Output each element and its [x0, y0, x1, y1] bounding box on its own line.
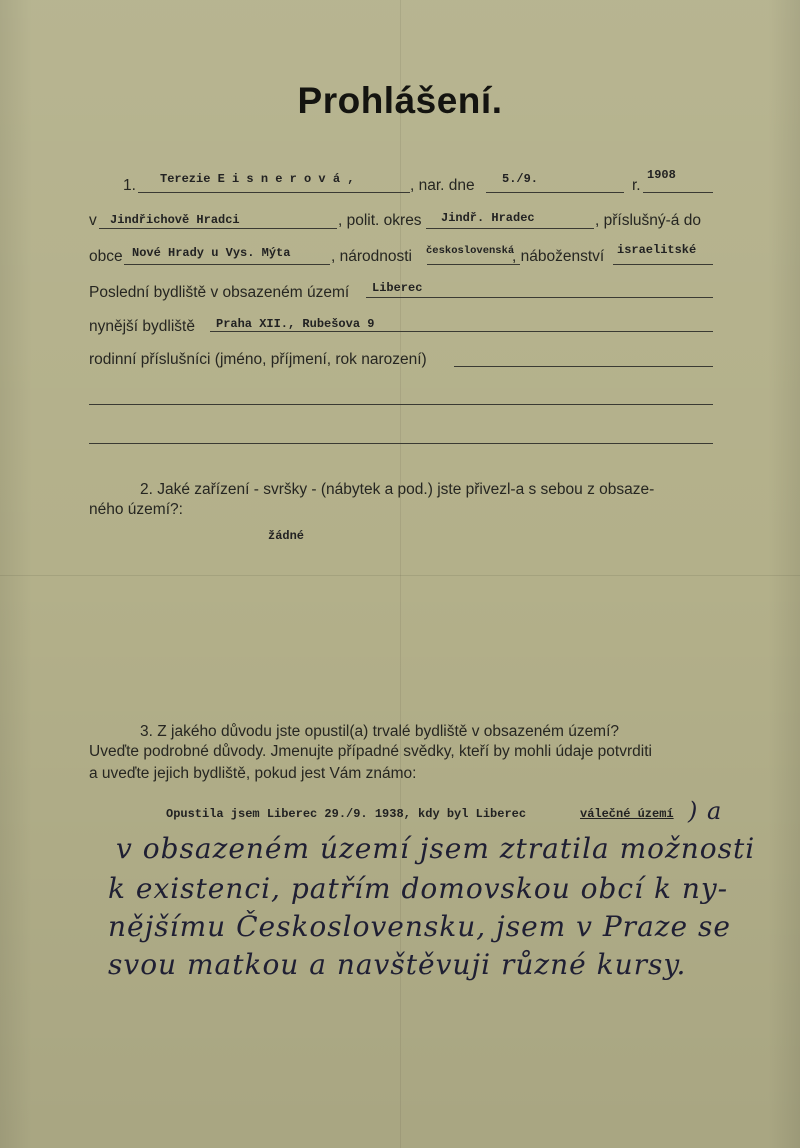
family-members-line-1	[454, 366, 713, 367]
handwritten-line-1: v obsazeném území jsem ztratila možnosti	[116, 832, 756, 865]
last-residence-line	[366, 297, 713, 298]
birth-date-line	[486, 192, 624, 193]
current-residence-value: Praha XII., Rubešova 9	[216, 317, 375, 331]
current-residence-label: nynější bydliště	[89, 318, 195, 335]
family-members-line-3	[89, 443, 713, 444]
nationality-value: československá	[426, 245, 515, 257]
nar-dne-label: , nar. dne	[410, 177, 475, 194]
item-number-1: 1.	[123, 177, 136, 194]
nationality-line	[427, 264, 520, 265]
obce-label: obce	[89, 248, 123, 265]
prislusny-label: , příslušný-á do	[595, 212, 701, 229]
section3-typed-answer: Opustila jsem Liberec 29./9. 1938, kdy byl Liberec	[166, 807, 527, 821]
last-residence-label: Poslední bydliště v obsazeném území	[89, 284, 350, 301]
religion-line	[613, 264, 713, 265]
section3-question-line3: a uveďte jejich bydliště, pokud jest Vám známo:	[89, 765, 417, 782]
v-label: v	[89, 212, 97, 229]
section2-answer: žádné	[268, 529, 305, 543]
fold-crease-horizontal	[0, 575, 800, 576]
section2-question-line1: 2. Jaké zařízení - svršky - (nábytek a pod.) jste přivezl-a s sebou z obsaze-	[140, 481, 655, 498]
birth-year-value: 1908	[647, 168, 676, 182]
handwritten-line-2: k existenci, patřím domovskou obcí k ny-	[108, 872, 729, 905]
municipality-line	[124, 264, 330, 265]
birth-place-value: Jindřichově Hradci	[110, 213, 240, 227]
handwritten-inline: ) a	[688, 797, 723, 825]
nabozenstvi-label: , náboženství	[512, 248, 605, 265]
name-line	[138, 192, 410, 193]
section3-question-line2: Uveďte podrobné důvody. Jmenujte případné svědky, kteří by mohli údaje potvrditi	[89, 743, 652, 760]
section2-question-line2: ného území?:	[89, 501, 183, 518]
narodnosti-label: , národnosti	[331, 248, 412, 265]
handwritten-line-3: nějšímu Československu, jsem v Praze se	[108, 910, 731, 943]
section3-typed-underlined: válečné území	[580, 807, 674, 821]
district-value: Jindř. Hradec	[441, 211, 535, 225]
section3-question-line1: 3. Z jakého důvodu jste opustil(a) trvalé bydliště v obsazeném území?	[140, 723, 620, 740]
polit-okres-label: , polit. okres	[338, 212, 422, 229]
name-value: Terezie E i s n e r o v á ,	[160, 172, 355, 186]
family-members-label: rodinní příslušníci (jméno, příjmení, rok narození)	[89, 351, 427, 368]
birth-place-line	[99, 228, 337, 229]
year-label: r.	[632, 177, 641, 194]
page-title: Prohlášení.	[297, 80, 503, 121]
municipality-value: Nové Hrady u Vys. Mýta	[132, 246, 291, 260]
handwritten-line-4: svou matkou a navštěvuji různé kursy.	[108, 948, 687, 981]
last-residence-value: Liberec	[372, 281, 423, 295]
district-line	[426, 228, 594, 229]
birth-date-value: 5./9.	[502, 172, 539, 186]
family-members-line-2	[89, 404, 713, 405]
current-residence-line	[210, 331, 713, 332]
religion-value: israelitské	[617, 243, 697, 257]
birth-year-line	[643, 192, 713, 193]
